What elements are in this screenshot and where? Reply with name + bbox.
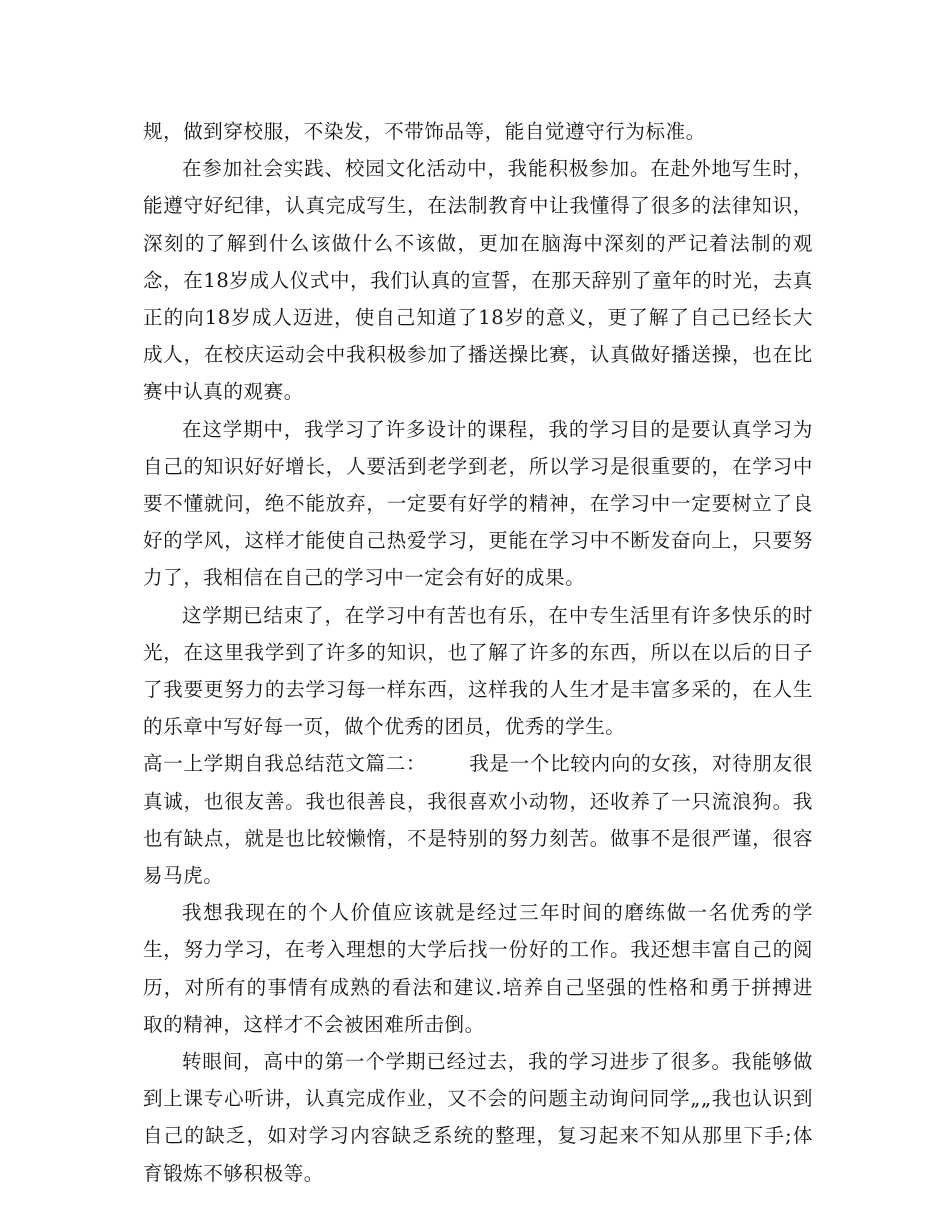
- paragraph-4: 这学期已结束了，在学习中有苦也有乐，在中专生活里有许多快乐的时光，在这里我学到了许多的知识，也了解了许多的东西，所以在以后的日子了我要更努力的去学习每一样东西，这样我的人生才是丰富多采的，在人生的乐章中写好每一页，做个优秀的团员，优秀的学生。: [143, 603, 813, 739]
- paragraph-5: [143, 745, 813, 894]
- paragraph-2: 在参加社会实践、校园文化活动中，我能积极参加。在赴外地写生时，能遵守好纪律，认真完成写生，在法制教育中让我懂得了很多的法律知识，深刻的了解到什么该做什么不该做，更加在脑海中深刻的严记着法制的观念，在18岁成人仪式中，我们认真的宣誓，在那天辞别了童年的时光，去真正的向18岁成人迈进，使自己知道了18岁的意义，更了解了自己已经长大成人，在校庆运动会中我积极参加了播送操比赛，认真做好播送操，也在比赛中认真的观赛。: [143, 157, 813, 404]
- paragraph-3: 在这学期中，我学习了许多设计的课程，我的学习目的是要认真学习为自己的知识好好增长，人要活到老学到老，所以学习是很重要的，在学习中要不懂就问，绝不能放弃，一定要有好学的精神，在学习中一定要树立了良好的学风，这样才能使自己热爱学习，更能在学习中不断发奋向上，只要努力了，我相信在自己的学习中一定会有好的成果。: [143, 417, 813, 590]
- document-body: [143, 113, 813, 1192]
- paragraph-6: 我想我现在的个人价值应该就是经过三年时间的磨练做一名优秀的学生，努力学习，在考入理想的大学后找一份好的工作。我还想丰富自己的阅历，对所有的事情有成熟的看法和建议.培养自己坚强的性格和勇于拼搏进取的精神，这样才不会被困难所击倒。: [143, 901, 813, 1036]
- paragraph-7: 转眼间，高中的第一个学期已经过去，我的学习进步了很多。我能够做到上课专心听讲，认真完成作业，又不会的问题主动询问同学„„我也认识到自己的缺乏，如对学习内容缺乏系统的整理，复习起来不知从那里下手;体育锻炼不够积极等。: [143, 1050, 813, 1185]
- paragraph-1: 规，做到穿校服，不染发，不带饰品等，能自觉遵守行为标准。: [143, 120, 706, 143]
- section-heading: 高一上学期自我总结范文篇二：: [143, 752, 427, 776]
- paragraph-5-text: 我是一个比较内向的女孩，对待朋友很真诚，也很友善。我也很善良，我很喜欢小动物，还收养了一只流浪狗。我也有缺点，就是也比较懒惰，不是特别的努力刻苦。做事不是很严谨，很容易马虎。: [143, 752, 814, 888]
